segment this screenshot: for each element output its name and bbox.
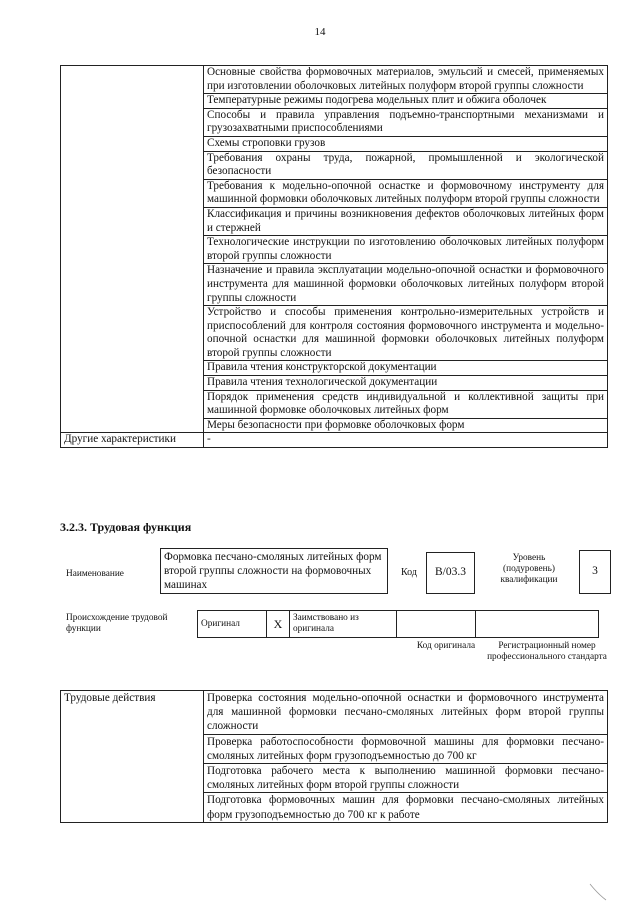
knowledge-item: Классификация и причины возникновения дефектов оболочковых литейных форм и стержней [204,207,608,235]
knowledge-item: Правила чтения технологической документации [204,376,608,391]
page-number: 14 [314,26,326,38]
knowledge-label-cell [61,66,204,433]
scan-mark-icon [588,882,608,902]
borrowed-label: Заимствовано из оригинала [290,611,397,638]
knowledge-item: Основные свойства формовочных материалов, эмульсий и смесей, применяемых при изготовлении оболочковых литейных полуформ второй группы сложности [204,66,608,94]
original-code-label: Код оригинала [416,641,476,651]
name-label: Наименование [66,569,124,579]
origin-label: Происхождение трудовой функции [66,613,168,634]
function-code: B/03.3 [426,552,475,594]
knowledge-item: Требования к модельно-опочной оснастке и формовочному инструменту для машинной формовки оболочковых литейных полуформ второй группы сложности [204,179,608,207]
labor-actions-table [60,690,608,823]
knowledge-item: Технологические инструкции по изготовлению оболочковых литейных полуформ второй группы сложности [204,236,608,264]
labor-action-item: Подготовка формовочных машин для формовки песчано-смоляных литейных форм грузоподъемностью до 700 кг к работе [204,793,608,822]
function-name: Формовка песчано-смоляных литейных форм второй группы сложности на формовочных машинах [160,548,388,594]
labor-action-item: Подготовка рабочего места к выполнению машинной формовки песчано-смоляных литейных форм второй группы сложности [204,764,608,793]
labor-action-item: Проверка состояния модельно-опочной оснастки и формовочного инструмента для машинной формовки песчано-смоляных литейных форм второй группы сложности [204,691,608,735]
knowledge-table [60,65,608,448]
original-label: Оригинал [198,611,267,638]
other-characteristics-label: Другие характеристики [61,433,204,448]
knowledge-item: Температурные режимы подогрева модельных плит и обжига оболочек [204,94,608,109]
other-characteristics-value: - [204,433,608,448]
knowledge-item: Назначение и правила эксплуатации модельно-опочной оснастки и формовочного инструмента для машинной формовки оболочковых литейных полуформ второй группы сложности [204,264,608,306]
table-row [198,611,599,638]
qualification-level: 3 [579,550,611,594]
qualification-level-label: Уровень (подуровень) квалификации [500,553,558,585]
labor-actions-label: Трудовые действия [61,691,204,823]
labor-action-item: Проверка работоспособности формовочной машины для формовки песчано-смоляных литейных форм грузоподъемностью до 700 кг [204,734,608,763]
knowledge-item: Порядок применения средств индивидуальной и коллективной защиты при машинной формовке оболочковых литейных форм [204,390,608,418]
table-row [61,66,608,94]
code-label: Код [401,567,417,578]
knowledge-item: Схемы строповки грузов [204,136,608,151]
table-row [61,691,608,735]
knowledge-item: Правила чтения конструкторской документации [204,361,608,376]
section-title: 3.2.3. Трудовая функция [60,520,192,534]
registration-number-cell [476,611,599,638]
registration-number-label: Регистрационный номер профессионального стандарта [487,641,607,662]
knowledge-item: Способы и правила управления подъемно-транспортными механизмами и грузозахватными приспособлениями [204,108,608,136]
original-mark: X [267,611,290,638]
knowledge-item: Требования охраны труда, пожарной, промышленной и экологической безопасности [204,151,608,179]
original-code-cell [397,611,476,638]
knowledge-item: Меры безопасности при формовке оболочковых форм [204,418,608,433]
origin-table [197,610,599,638]
knowledge-item: Устройство и способы применения контрольно-измерительных устройств и приспособлений для контроля состояния формовочного инструмента и модельно-опочной оснастки для машинной формовки оболочковых литейных полуформ второй группы сложности [204,306,608,361]
table-row [61,433,608,448]
